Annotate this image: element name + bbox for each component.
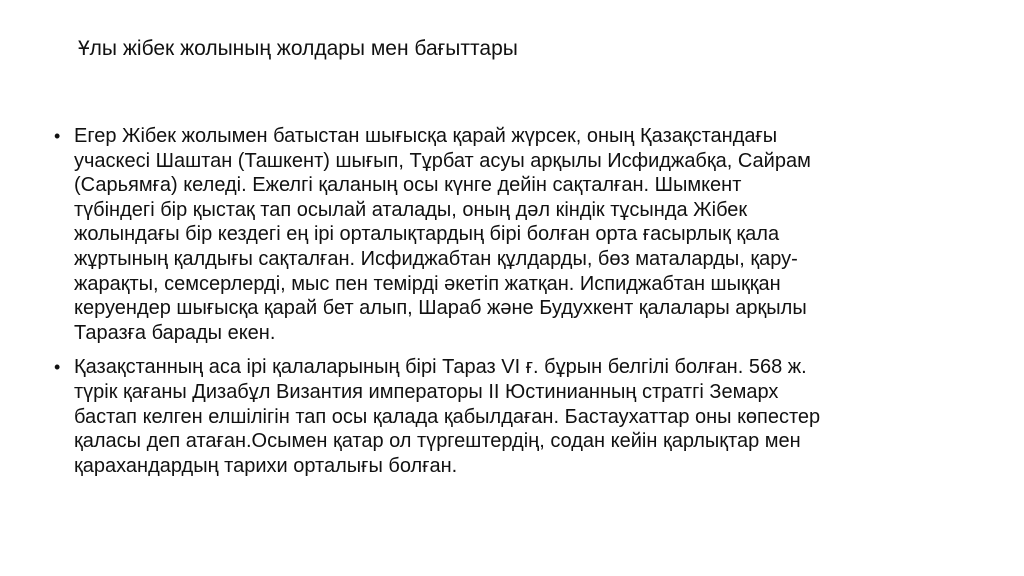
slide-title: Ұлы жібек жолының жолдары мен бағыттары	[78, 37, 518, 60]
text-line: түбіндегі бір қыстақ тап осылай аталады, оның дәл кіндік тұсында Жібек	[74, 198, 748, 221]
text-line: учаскесі Шаштан (Ташкент) шығып, Тұрбат асуы арқылы Исфиджабқа, Сайрам	[74, 149, 811, 172]
bullet-marker: •	[54, 357, 61, 378]
text-line: Таразға барады екен.	[74, 321, 276, 344]
bullet-text-2	[74, 355, 970, 478]
bullet-text-1	[74, 124, 970, 345]
text-line: жұртының қалдығы сақталған. Исфиджабтан құлдарды, бөз маталарды, қару-	[74, 247, 798, 270]
text-line: бастап келген елшілігін тап осы қалада қабылдаған. Бастаухаттар оны көпестер	[74, 405, 821, 428]
bullet-item-2	[50, 355, 970, 478]
bullet-list	[50, 124, 970, 478]
text-line: түрік қағаны Дизабұл Византия императоры II Юстинианның стратгі Земарх	[74, 380, 779, 403]
text-line: жолындағы бір кездегі ең ірі орталықтардың бірі болған орта ғасырлық қала	[74, 223, 780, 246]
text-line: Егер Жібек жолымен батыстан шығысқа қарай жүрсек, оның Қазақстандағы	[74, 125, 778, 147]
text-line: қарахандардың тарихи орталығы болған.	[74, 454, 458, 477]
text-line: қаласы деп атаған.Осымен қатар ол түргештердің, содан кейін қарлықтар мен	[74, 430, 801, 453]
text-line: жарақты, семсерлерді, мыс пен темірді әкетіп жатқан. Испиджабтан шыққан	[74, 272, 781, 295]
bullet-item-1	[50, 124, 970, 345]
text-line: Қазақстанның аса ірі қалаларының бірі Тараз VI ғ. бұрын белгілі болған. 568 ж.	[74, 356, 807, 379]
text-line: керуендер шығысқа қарай бет алып, Шараб және Будухкент қалалары арқылы	[74, 297, 807, 320]
text-line: (Сарьямға) келеді. Ежелгі қаланың осы күнге дейін сақталған. Шымкент	[74, 174, 742, 197]
bullet-marker: •	[54, 126, 61, 146]
